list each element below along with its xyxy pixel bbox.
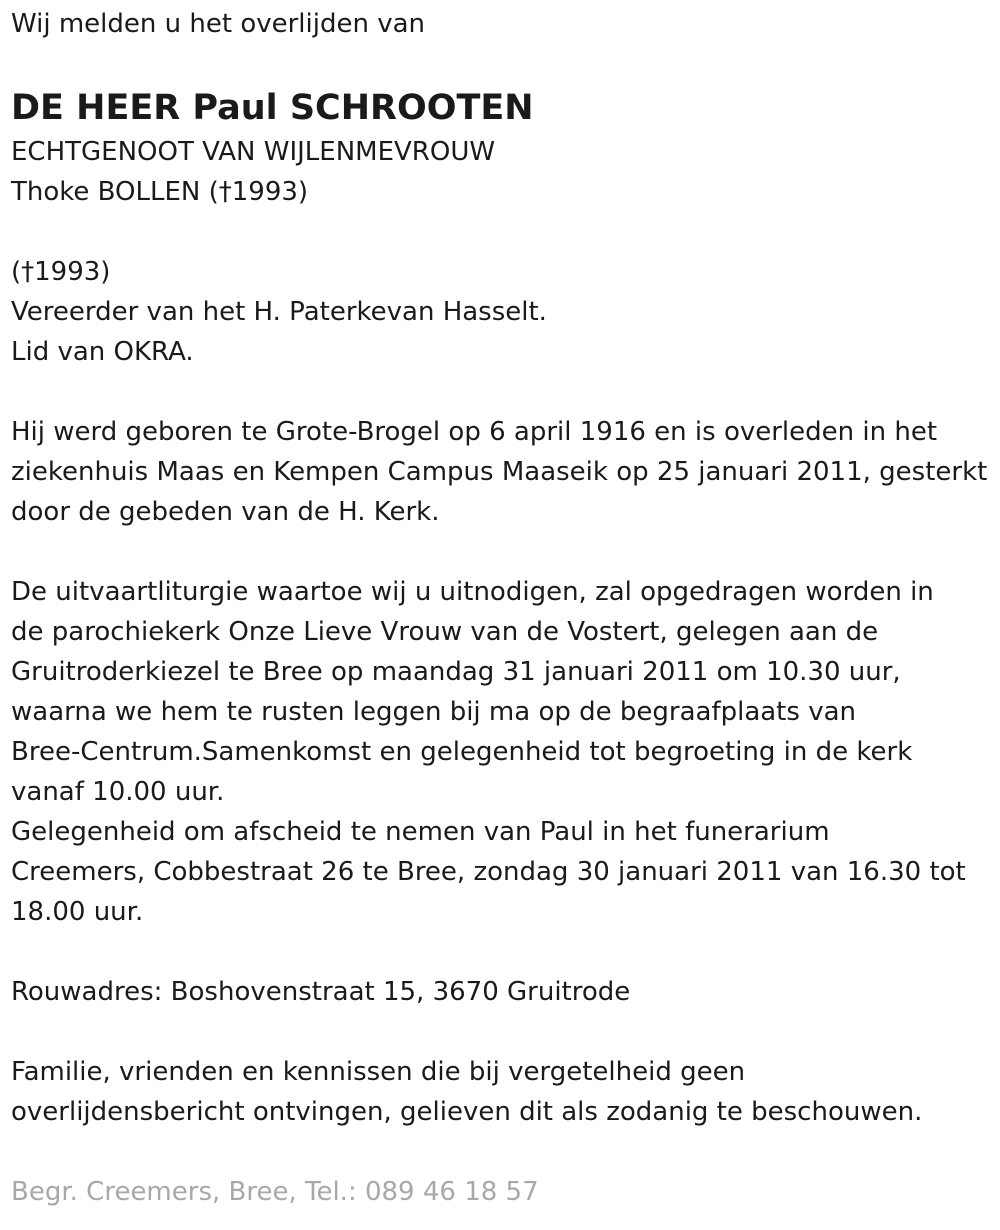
spacer: [11, 44, 996, 84]
spacer: [11, 932, 996, 972]
funeral-line: vanaf 10.00 uur.: [11, 777, 225, 807]
birth-death-line: door de gebeden van de H. Kerk.: [11, 497, 440, 527]
deceased-name: DE HEER Paul SCHROOTEN: [11, 88, 534, 128]
funeral-line: Gruitroderkiezel te Bree op maandag 31 januari 2011 om 10.30 uur,: [11, 657, 901, 687]
spouse-line-1: ECHTGENOOT VAN WIJLENMEVROUW: [11, 137, 496, 167]
spacer: [11, 532, 996, 572]
spacer: [11, 1012, 996, 1052]
funeral-line: waarna we hem te rusten leggen bij ma op de begraafplaats van: [11, 697, 856, 727]
birth-death-line: ziekenhuis Maas en Kempen Campus Maaseik op 25 januari 2011, gesterkt: [11, 457, 988, 487]
funeral-home-contact: Begr. Creemers, Bree, Tel.: 089 46 18 57: [11, 1177, 539, 1207]
funeral-line: Bree-Centrum.Samenkomst en gelegenheid tot begroeting in de kerk: [11, 737, 913, 767]
funeral-line: Creemers, Cobbestraat 26 te Bree, zondag 30 januari 2011 van 16.30 tot: [11, 857, 966, 887]
detail-line: Vereerder van het H. Paterkevan Hasselt.: [11, 297, 547, 327]
mourning-address: Rouwadres: Boshovenstraat 15, 3670 Gruitrode: [11, 977, 631, 1007]
funeral-line: Gelegenheid om afscheid te nemen van Paul in het funerarium: [11, 817, 830, 847]
closing-line: Familie, vrienden en kennissen die bij vergetelheid geen: [11, 1057, 746, 1087]
spouse-line-2: Thoke BOLLEN (†1993): [11, 177, 309, 207]
intro-text: Wij melden u het overlijden van: [11, 9, 426, 39]
detail-line: Lid van OKRA.: [11, 337, 194, 367]
spacer: [11, 212, 996, 252]
birth-death-line: Hij werd geboren te Grote-Brogel op 6 april 1916 en is overleden in het: [11, 417, 938, 447]
detail-line: (†1993): [11, 257, 111, 287]
obituary-notice: [11, 4, 996, 1212]
funeral-line: de parochiekerk Onze Lieve Vrouw van de Vostert, gelegen aan de: [11, 617, 879, 647]
spacer: [11, 1132, 996, 1172]
closing-line: overlijdensbericht ontvingen, gelieven dit als zodanig te beschouwen.: [11, 1097, 923, 1127]
funeral-line: 18.00 uur.: [11, 897, 144, 927]
funeral-line: De uitvaartliturgie waartoe wij u uitnodigen, zal opgedragen worden in: [11, 577, 934, 607]
spacer: [11, 372, 996, 412]
